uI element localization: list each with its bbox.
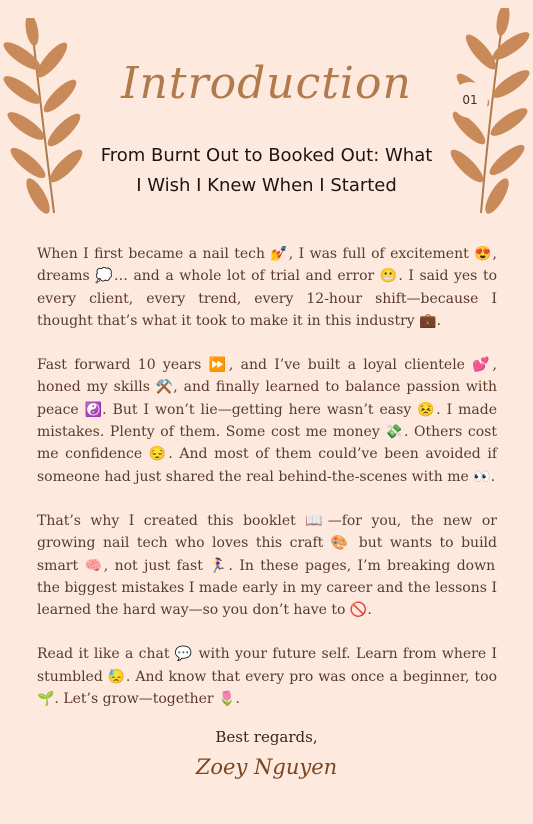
paragraph-3: That’s why I created this booklet 📖—for you, the new or growing nail tech who loves this craft 🎨 but wants to build smart 🧠, not just fast 🏃‍♀️. In these pages, I’m breaking down the biggest mistakes I made early in my career and the lessons I learned the hard way—so you don’t have to 🚫. [37, 512, 497, 619]
intro-body [37, 243, 497, 732]
page-subtitle [60, 141, 473, 201]
paragraph-4: Read it like a chat 💬 with your future self. Learn from where I stumbled 😓. And know that every pro was once a beginner, too 🌱. Let’s grow—together 🌷. [37, 646, 497, 708]
page-title: Introduction [121, 58, 412, 109]
paragraph-2: Fast forward 10 years ⏩, and I’ve built a loyal clientele 💕, honed my skills ⚒️, and finally learned to balance passion with peace ☯️. But I won’t lie—getting here wasn’t easy 😣. I made mistakes. Plenty of them. Some cost me money 💸. Others cost me confidence 😔. And most of them could’ve been avoided if someone had just shared the real behind-the-scenes with me 👀. [37, 357, 497, 485]
paragraph-1: When I first became a nail tech 💅, I was full of excitement 😍, dreams 💭… and a whole lot of trial and error 😬. I said yes to every client, every trend, every 12-hour shift—because I thought that’s what it took to make it in this industry 💼. [37, 246, 497, 329]
page-number-badge: 01 [452, 82, 488, 118]
signature: Zoey Nguyen [195, 755, 338, 779]
subtitle-line-2: I Wish I Knew When I Started [136, 175, 397, 196]
subtitle-line-1: From Burnt Out to Booked Out: What [100, 145, 433, 166]
sign-off: Best regards, [215, 728, 318, 746]
